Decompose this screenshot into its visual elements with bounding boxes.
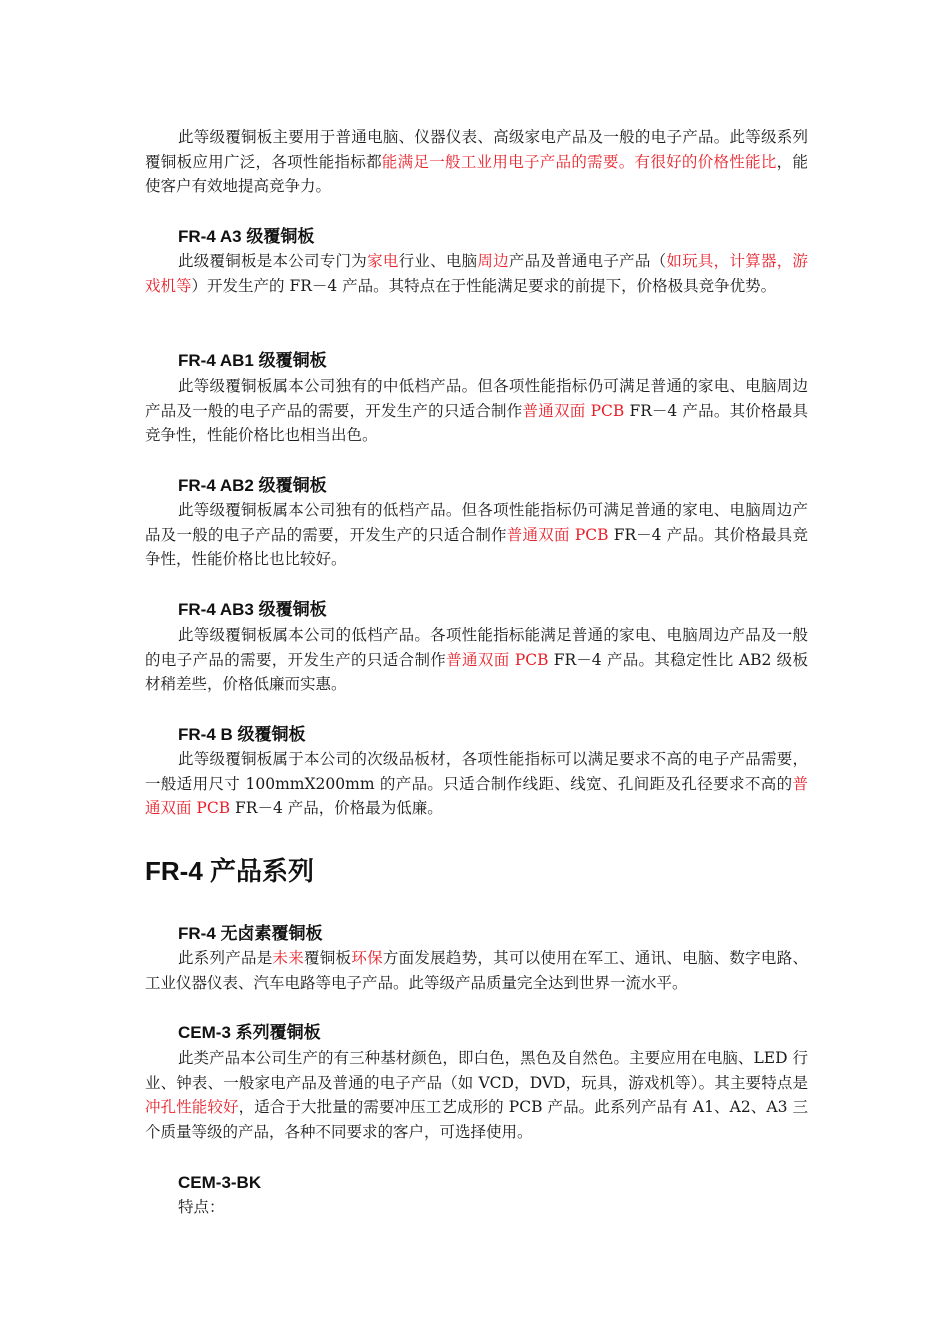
- ab1-text-2: FR－4 产品。其价格最具竞争性，性能价格比也相当出色。: [145, 401, 808, 444]
- hf-highlight-2: 环保: [351, 949, 383, 967]
- a3-highlight-2: 周边: [477, 252, 509, 270]
- ab3-highlight: 普通双面 PCB: [446, 650, 549, 669]
- cem3-paragraph: [145, 1046, 808, 1144]
- cem3-text-1: 此类产品本公司生产的有三种基材颜色，即白色，黑色及自然色。主要应用在电脑、LED 行业、钟表、一般家电产品及普通的电子产品（如 VCD，DVD，玩具，游戏机等）。其主要特点是: [145, 1049, 808, 1092]
- cem3bk-paragraph: [145, 1195, 808, 1220]
- intro-paragraph: [145, 125, 808, 199]
- heading-fr4-b: FR-4 B 级覆铜板: [178, 725, 306, 744]
- heading-cem3-bk: CEM-3-BK: [178, 1173, 262, 1192]
- intro-highlight: 能满足一般工业用电子产品的需要。有很好的价格性能比: [381, 152, 777, 171]
- hf-paragraph: [145, 946, 808, 995]
- a3-highlight-1: 家电: [367, 252, 399, 270]
- intro-text: 此等级覆铜板主要用于普通电脑、仪器仪表、高级家电产品及一般的电子产品。此等级系列覆铜板应用广泛，各项性能指标都: [145, 128, 808, 171]
- a3-paragraph: [145, 249, 808, 298]
- cem3-highlight: 冲孔性能较好: [145, 1098, 239, 1116]
- hf-text-1: 此系列产品是: [178, 949, 273, 967]
- section-title-fr4-series: FR-4 产品系列: [145, 856, 315, 886]
- a3-text-1: 此级覆铜板是本公司专门为: [178, 252, 368, 270]
- cem3-text-2: ，适合于大批量的需要冲压工艺成形的 PCB 产品。此系列产品有 A1、A2、A3 三个质量等级的产品，各种不同要求的客户，可选择使用。: [145, 1098, 808, 1141]
- hf-text-3: 方面发展趋势，其可以使用在军工、通讯、电脑、数字电路、工业仪器仪表、汽车电路等电子产品。此等级产品质量完全达到世界一流水平。: [145, 949, 808, 992]
- ab3-paragraph: [145, 623, 808, 697]
- ab3-text-1: 此等级覆铜板属本公司的低档产品。各项性能指标能满足普通的家电、电脑周边产品及一般的电子产品的需要，开发生产的只适合制作: [145, 626, 808, 669]
- b-highlight: 普通双面 PCB: [145, 774, 808, 817]
- hf-highlight-1: 未来: [272, 949, 305, 967]
- a3-highlight-3: 如玩具，计算器，游戏机等: [145, 252, 808, 295]
- b-paragraph: [145, 747, 808, 821]
- b-text-1: 此等级覆铜板属于本公司的次级品板材，各项性能指标可以满足要求不高的电子产品需要，一般适用尺寸 100mmX200mm 的产品。只适合制作线距、线宽、孔间距及孔径要求不高的: [145, 750, 808, 793]
- a3-text-2: 行业、电脑: [398, 252, 478, 270]
- ab1-paragraph: [145, 374, 808, 448]
- heading-fr4-ab3: FR-4 AB3 级覆铜板: [178, 600, 327, 619]
- ab3-text-2: FR－4 产品。其稳定性比 AB2 级板材稍差些，价格低廉而实惠。: [145, 650, 808, 693]
- heading-fr4-a3: FR-4 A3 级覆铜板: [178, 227, 315, 246]
- heading-cem3: CEM-3 系列覆铜板: [178, 1023, 321, 1042]
- ab2-paragraph: [145, 498, 808, 572]
- ab2-text-2: FR－4 产品。其价格最具竞争性，性能价格比也比较好。: [145, 525, 808, 568]
- ab2-text-1: 此等级覆铜板属本公司独有的低档产品。但各项性能指标仍可满足普通的家电、电脑周边产品及一般的电子产品的需要，开发生产的只适合制作: [145, 501, 808, 544]
- ab1-highlight: 普通双面 PCB: [522, 401, 625, 420]
- intro-text-end: ，能使客户有效地提高竞争力。: [145, 152, 808, 195]
- heading-fr4-ab1: FR-4 AB1 级覆铜板: [178, 351, 327, 370]
- ab2-highlight: 普通双面 PCB: [506, 525, 609, 544]
- a3-text-3: 产品及普通电子产品（: [508, 252, 667, 270]
- heading-fr4-halogen-free: FR-4 无卤素覆铜板: [178, 924, 323, 943]
- heading-fr4-ab2: FR-4 AB2 级覆铜板: [178, 476, 327, 495]
- ab1-text-1: 此等级覆铜板属本公司独有的中低档产品。但各项性能指标仍可满足普通的家电、电脑周边产品及一般的电子产品的需要，开发生产的只适合制作: [145, 377, 808, 420]
- b-text-2: FR－4 产品，价格最为低廉。: [230, 799, 443, 817]
- a3-text-4: ）开发生产的 FR－4 产品。其特点在于性能满足要求的前提下，价格极具竞争优势。: [191, 276, 777, 295]
- cem3bk-text: 特点：: [178, 1198, 225, 1216]
- hf-text-2: 覆铜板: [304, 949, 352, 967]
